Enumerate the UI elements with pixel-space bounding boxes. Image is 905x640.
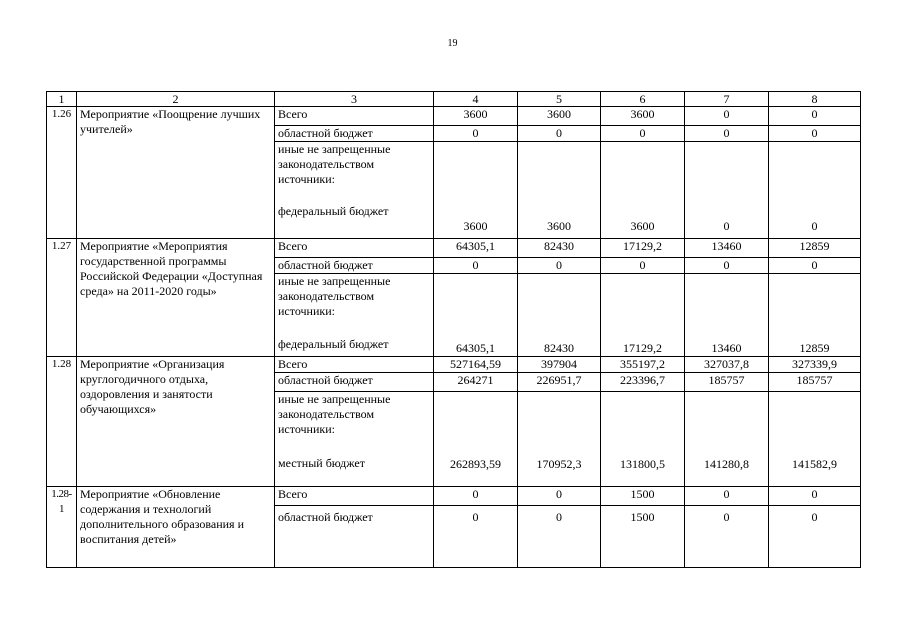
item-name: Мероприятие «Поощрение лучших учителей» bbox=[77, 107, 275, 239]
note-line: законодательством bbox=[278, 157, 375, 171]
value-cell: 0 bbox=[769, 506, 861, 568]
value-cell: 0 bbox=[518, 506, 601, 568]
note-line: иные не запрещенные bbox=[278, 142, 391, 156]
row-label bbox=[275, 142, 434, 239]
budget-table bbox=[46, 91, 861, 568]
value-cell: 0 bbox=[685, 142, 769, 239]
note-line: законодательством bbox=[278, 407, 375, 421]
note-line: источники: bbox=[278, 172, 335, 186]
value-cell: 170952,3 bbox=[518, 392, 601, 487]
value-cell: 327339,9 bbox=[769, 357, 861, 373]
value-cell: 0 bbox=[685, 126, 769, 142]
item-number: 1.28-1 bbox=[47, 487, 77, 568]
value-cell: 185757 bbox=[769, 373, 861, 392]
value-cell: 0 bbox=[769, 487, 861, 506]
note-line: законодательством bbox=[278, 289, 375, 303]
page-number: 19 bbox=[447, 38, 458, 49]
value-cell: 527164,59 bbox=[434, 357, 518, 373]
value-cell: 0 bbox=[769, 258, 861, 274]
column-header: 8 bbox=[769, 92, 861, 107]
value-cell: 3600 bbox=[601, 142, 685, 239]
row-label: Всего bbox=[275, 239, 434, 258]
value-cell: 64305,1 bbox=[434, 239, 518, 258]
value-cell: 0 bbox=[769, 142, 861, 239]
item-name: Мероприятие «Обновление содержания и технологий дополнительного образования и воспитания детей» bbox=[77, 487, 275, 568]
row-label: Всего bbox=[275, 107, 434, 126]
value-cell: 0 bbox=[518, 487, 601, 506]
value-cell: 3600 bbox=[601, 107, 685, 126]
table-row bbox=[47, 357, 861, 373]
note-line: федеральный бюджет bbox=[278, 204, 389, 218]
value-cell: 262893,59 bbox=[434, 392, 518, 487]
value-cell: 0 bbox=[685, 107, 769, 126]
row-label: областной бюджет bbox=[275, 506, 434, 568]
row-label: областной бюджет bbox=[275, 126, 434, 142]
value-cell: 0 bbox=[685, 258, 769, 274]
note-line: источники: bbox=[278, 422, 335, 436]
value-cell: 17129,2 bbox=[601, 239, 685, 258]
value-cell: 82430 bbox=[518, 274, 601, 357]
header-row bbox=[47, 92, 861, 107]
row-label bbox=[275, 392, 434, 487]
value-cell: 0 bbox=[434, 258, 518, 274]
value-cell: 0 bbox=[601, 126, 685, 142]
column-header: 4 bbox=[434, 92, 518, 107]
row-label: Всего bbox=[275, 357, 434, 373]
value-cell: 13460 bbox=[685, 274, 769, 357]
value-cell: 64305,1 bbox=[434, 274, 518, 357]
value-cell: 0 bbox=[434, 487, 518, 506]
note-line: иные не запрещенные bbox=[278, 392, 391, 406]
note-line: местный бюджет bbox=[278, 456, 365, 470]
value-cell: 0 bbox=[685, 487, 769, 506]
value-cell: 131800,5 bbox=[601, 392, 685, 487]
item-name: Мероприятие «Организация круглогодичного отдыха, оздоровления и занятости обучающихся» bbox=[77, 357, 275, 487]
value-cell: 1500 bbox=[601, 487, 685, 506]
value-cell: 1500 bbox=[601, 506, 685, 568]
value-cell: 3600 bbox=[518, 142, 601, 239]
value-cell: 264271 bbox=[434, 373, 518, 392]
value-cell: 141280,8 bbox=[685, 392, 769, 487]
value-cell: 327037,8 bbox=[685, 357, 769, 373]
value-cell: 397904 bbox=[518, 357, 601, 373]
value-cell: 82430 bbox=[518, 239, 601, 258]
note-line: федеральный бюджет bbox=[278, 337, 389, 351]
item-number: 1.27 bbox=[47, 239, 77, 357]
row-label: областной бюджет bbox=[275, 373, 434, 392]
value-cell: 12859 bbox=[769, 274, 861, 357]
value-cell: 0 bbox=[601, 258, 685, 274]
column-header: 5 bbox=[518, 92, 601, 107]
table-row bbox=[47, 107, 861, 126]
value-cell: 0 bbox=[434, 126, 518, 142]
row-label: Всего bbox=[275, 487, 434, 506]
value-cell: 0 bbox=[769, 107, 861, 126]
item-number: 1.26 bbox=[47, 107, 77, 239]
column-header: 1 bbox=[47, 92, 77, 107]
value-cell: 3600 bbox=[518, 107, 601, 126]
table-row bbox=[47, 487, 861, 506]
value-cell: 13460 bbox=[685, 239, 769, 258]
row-label bbox=[275, 274, 434, 357]
row-label: областной бюджет bbox=[275, 258, 434, 274]
value-cell: 0 bbox=[518, 258, 601, 274]
value-cell: 226951,7 bbox=[518, 373, 601, 392]
note-line: иные не запрещенные bbox=[278, 274, 391, 288]
value-cell: 0 bbox=[769, 126, 861, 142]
column-header: 2 bbox=[77, 92, 275, 107]
value-cell: 0 bbox=[434, 506, 518, 568]
value-cell: 0 bbox=[518, 126, 601, 142]
value-cell: 185757 bbox=[685, 373, 769, 392]
note-line: источники: bbox=[278, 304, 335, 318]
value-cell: 12859 bbox=[769, 239, 861, 258]
item-number: 1.28 bbox=[47, 357, 77, 487]
column-header: 3 bbox=[275, 92, 434, 107]
value-cell: 223396,7 bbox=[601, 373, 685, 392]
column-header: 6 bbox=[601, 92, 685, 107]
table-row bbox=[47, 239, 861, 258]
column-header: 7 bbox=[685, 92, 769, 107]
value-cell: 3600 bbox=[434, 142, 518, 239]
value-cell: 355197,2 bbox=[601, 357, 685, 373]
value-cell: 17129,2 bbox=[601, 274, 685, 357]
item-name: Мероприятие «Мероприятия государственной программы Российской Федерации «Доступная среда» на 2011-2020 годы» bbox=[77, 239, 275, 357]
value-cell: 0 bbox=[685, 506, 769, 568]
value-cell: 3600 bbox=[434, 107, 518, 126]
value-cell: 141582,9 bbox=[769, 392, 861, 487]
